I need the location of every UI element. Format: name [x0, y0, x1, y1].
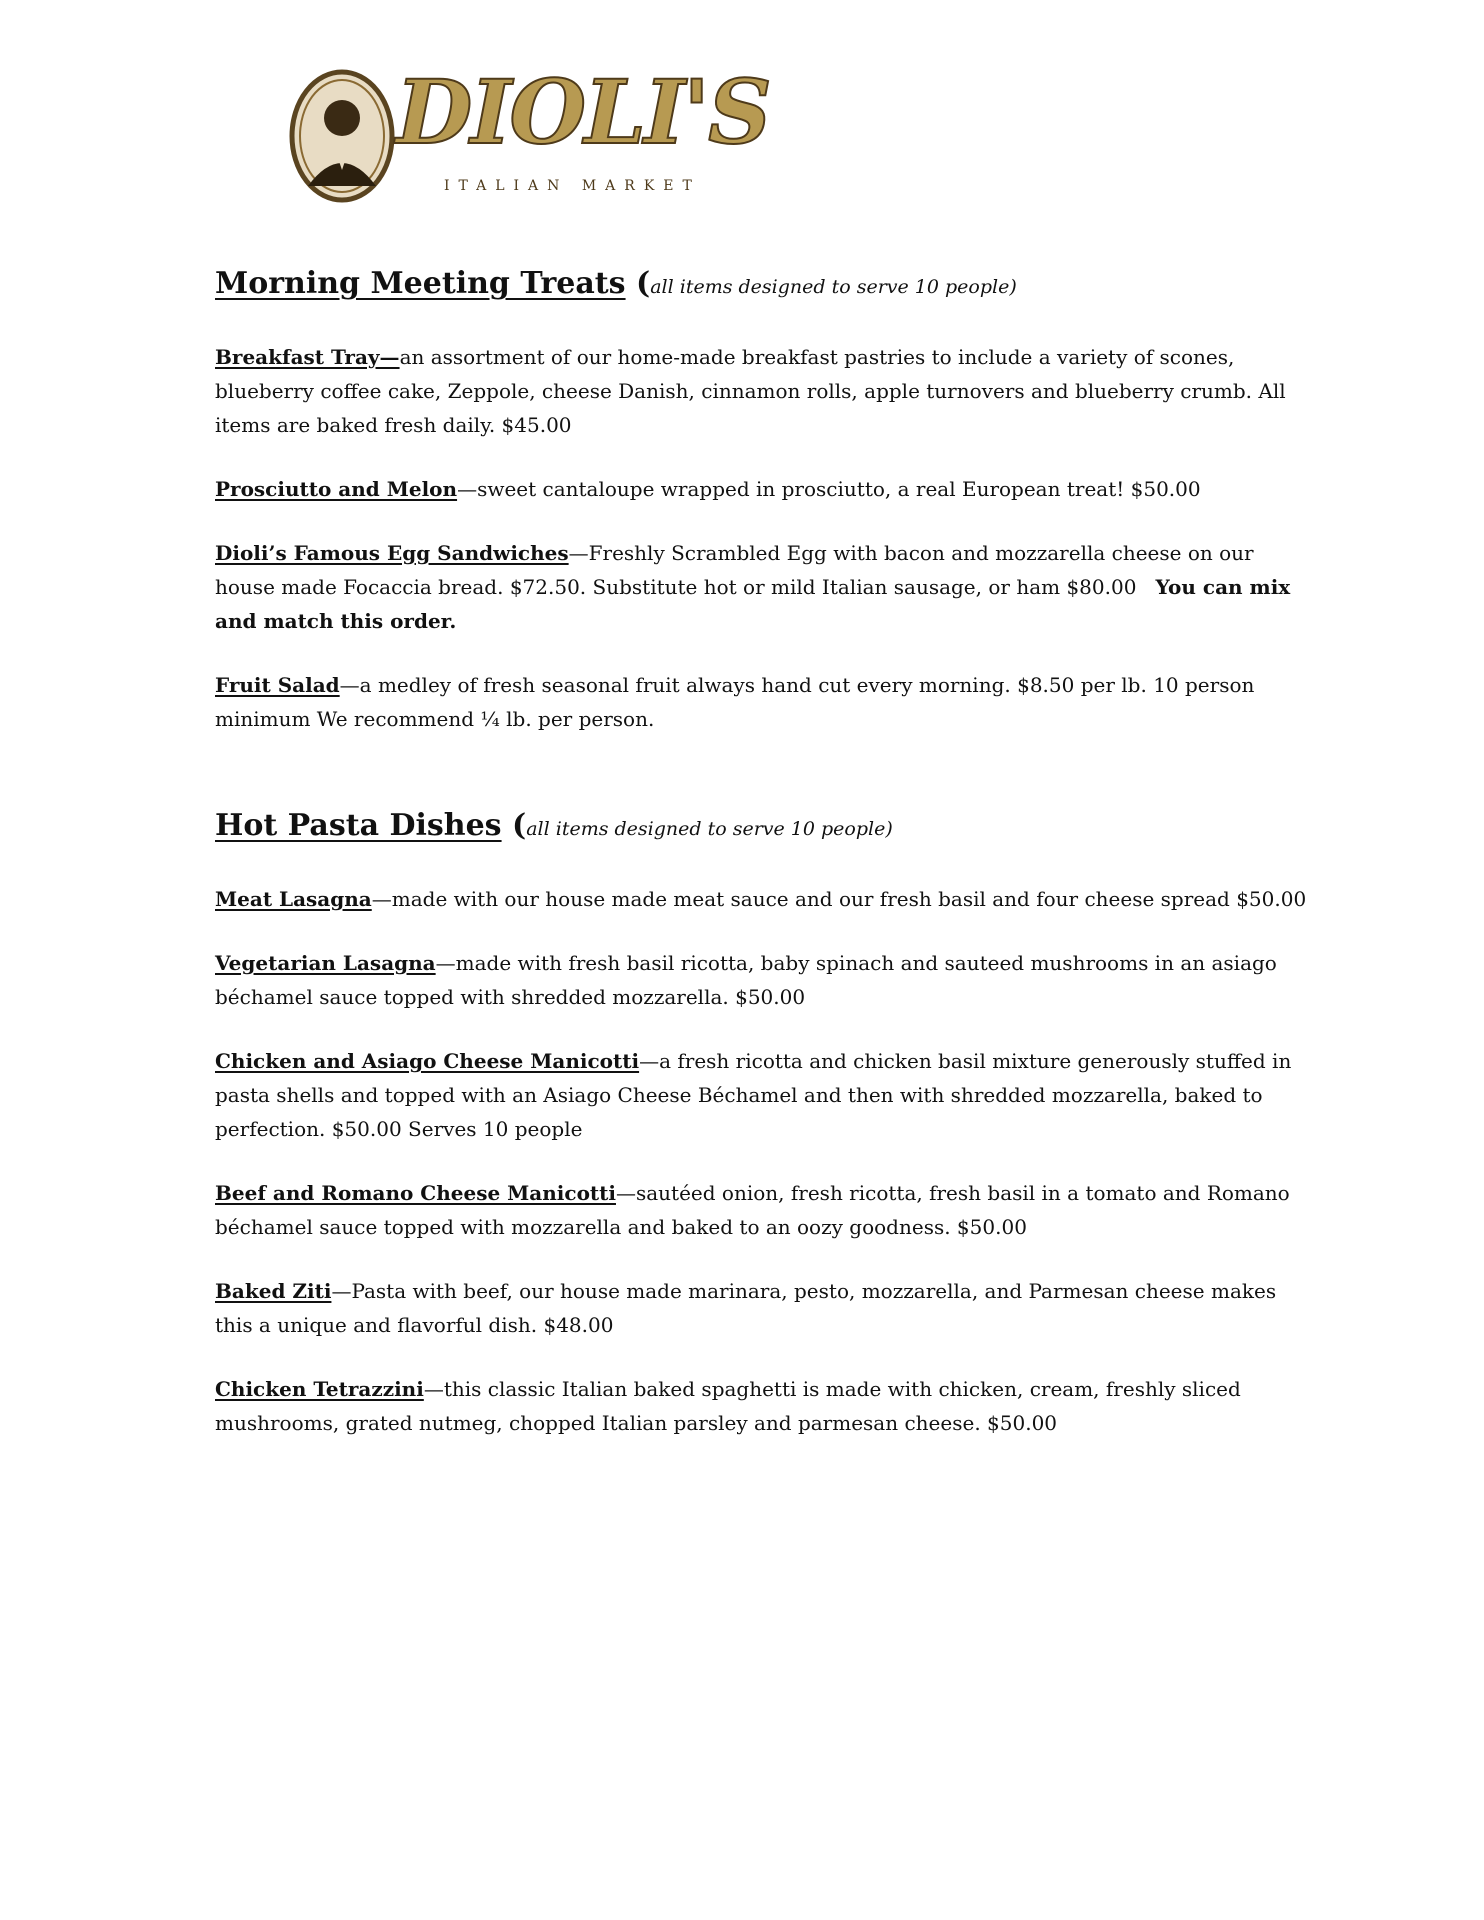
section-title-paren: (: [636, 266, 651, 301]
menu-item-fruit-salad: [215, 668, 1315, 736]
item-description: sautéed onion, fresh ricotta, fresh basil in a tomato and Romano béchamel sauce topped with mozzarella and baked to an oozy goodness. $50.00: [215, 1181, 1290, 1239]
menu-item-baked-ziti: [215, 1274, 1315, 1342]
menu-item-breakfast-tray: [215, 340, 1315, 442]
menu-item-chicken-manicotti: [215, 1044, 1315, 1146]
menu-item-beef-manicotti: [215, 1176, 1315, 1244]
item-description: Pasta with beef, our house made marinara, pesto, mozzarella, and Parmesan cheese makes this a unique and flavorful dish. $48.00: [215, 1279, 1277, 1337]
menu-content: [215, 266, 1315, 1470]
item-description: an assortment of our home-made breakfast pastries to include a variety of scones, blueberry coffee cake, Zeppole, cheese Danish, cinnamon rolls, apple turnovers and blueberry crumb. All items are baked fresh daily. $45.00: [215, 345, 1286, 437]
item-description: Freshly Scrambled Egg with bacon and mozzarella cheese on our house made Focaccia bread. $72.50. Substitute hot or mild Italian sausage, or ham $80.00: [215, 541, 1254, 599]
item-description: made with our house made meat sauce and our fresh basil and four cheese spread $50.00: [391, 887, 1307, 911]
section-heading: [215, 808, 1315, 844]
item-name: Fruit Salad: [215, 673, 340, 697]
item-dash: —: [568, 541, 589, 565]
item-name: Baked Ziti: [215, 1279, 332, 1303]
item-name: Breakfast Tray—: [215, 345, 400, 369]
section-heading: [215, 266, 1315, 302]
item-description: a medley of fresh seasonal fruit always hand cut every morning. $8.50 per lb. 10 person minimum We recommend ¼ lb. per person.: [215, 673, 1255, 731]
menu-item-prosciutto-melon: [215, 472, 1315, 506]
logo: [284, 60, 770, 216]
section-spacer: [215, 766, 1315, 808]
item-description: made with fresh basil ricotta, baby spinach and sauteed mushrooms in an asiago béchamel sauce topped with shredded mozzarella. $50.00: [215, 951, 1277, 1009]
item-description: a fresh ricotta and chicken basil mixture generously stuffed in pasta shells and topped with an Asiago Cheese Béchamel and then with shredded mozzarella, baked to perfection. $50.00 Serves 10 people: [215, 1049, 1292, 1141]
item-name: Meat Lasagna: [215, 887, 372, 911]
logo-tagline: ITALIAN MARKET: [444, 178, 701, 194]
section-title-paren: (: [512, 808, 527, 843]
item-name: Beef and Romano Cheese Manicotti: [215, 1181, 616, 1205]
portrait-medallion-icon: [284, 66, 404, 216]
menu-item-vegetarian-lasagna: [215, 946, 1315, 1014]
menu-item-egg-sandwiches: [215, 536, 1315, 638]
menu-item-meat-lasagna: [215, 882, 1315, 916]
item-name: Prosciutto and Melon: [215, 477, 458, 501]
item-description: sweet cantaloupe wrapped in prosciutto, a real European treat! $50.00: [477, 477, 1201, 501]
section-morning-meeting-treats: [215, 266, 1315, 736]
logo-wordmark: DIOLI'S: [396, 60, 770, 164]
item-dash: —: [457, 477, 478, 501]
item-dash: —: [435, 951, 456, 975]
item-dash: —: [331, 1279, 352, 1303]
item-note: You can mix and match this order.: [215, 575, 1291, 633]
item-name: Chicken and Asiago Cheese Manicotti: [215, 1049, 640, 1073]
item-dash: —: [639, 1049, 660, 1073]
item-dash: —: [371, 887, 392, 911]
item-dash: —: [423, 1377, 444, 1401]
item-name: Chicken Tetrazzini: [215, 1377, 424, 1401]
section-title: Morning Meeting Treats: [215, 266, 626, 301]
item-name: Vegetarian Lasagna: [215, 951, 436, 975]
item-description: this classic Italian baked spaghetti is made with chicken, cream, freshly sliced mushrooms, grated nutmeg, chopped Italian parsley and parmesan cheese. $50.00: [215, 1377, 1241, 1435]
item-dash: —: [615, 1181, 636, 1205]
section-title: Hot Pasta Dishes: [215, 808, 502, 843]
item-name: Dioli’s Famous Egg Sandwiches: [215, 541, 569, 565]
item-dash: —: [339, 673, 360, 697]
section-note: all items designed to serve 10 people): [650, 276, 1017, 298]
menu-item-chicken-tetrazzini: [215, 1372, 1315, 1440]
section-hot-pasta-dishes: [215, 808, 1315, 1440]
section-note: all items designed to serve 10 people): [526, 818, 893, 840]
